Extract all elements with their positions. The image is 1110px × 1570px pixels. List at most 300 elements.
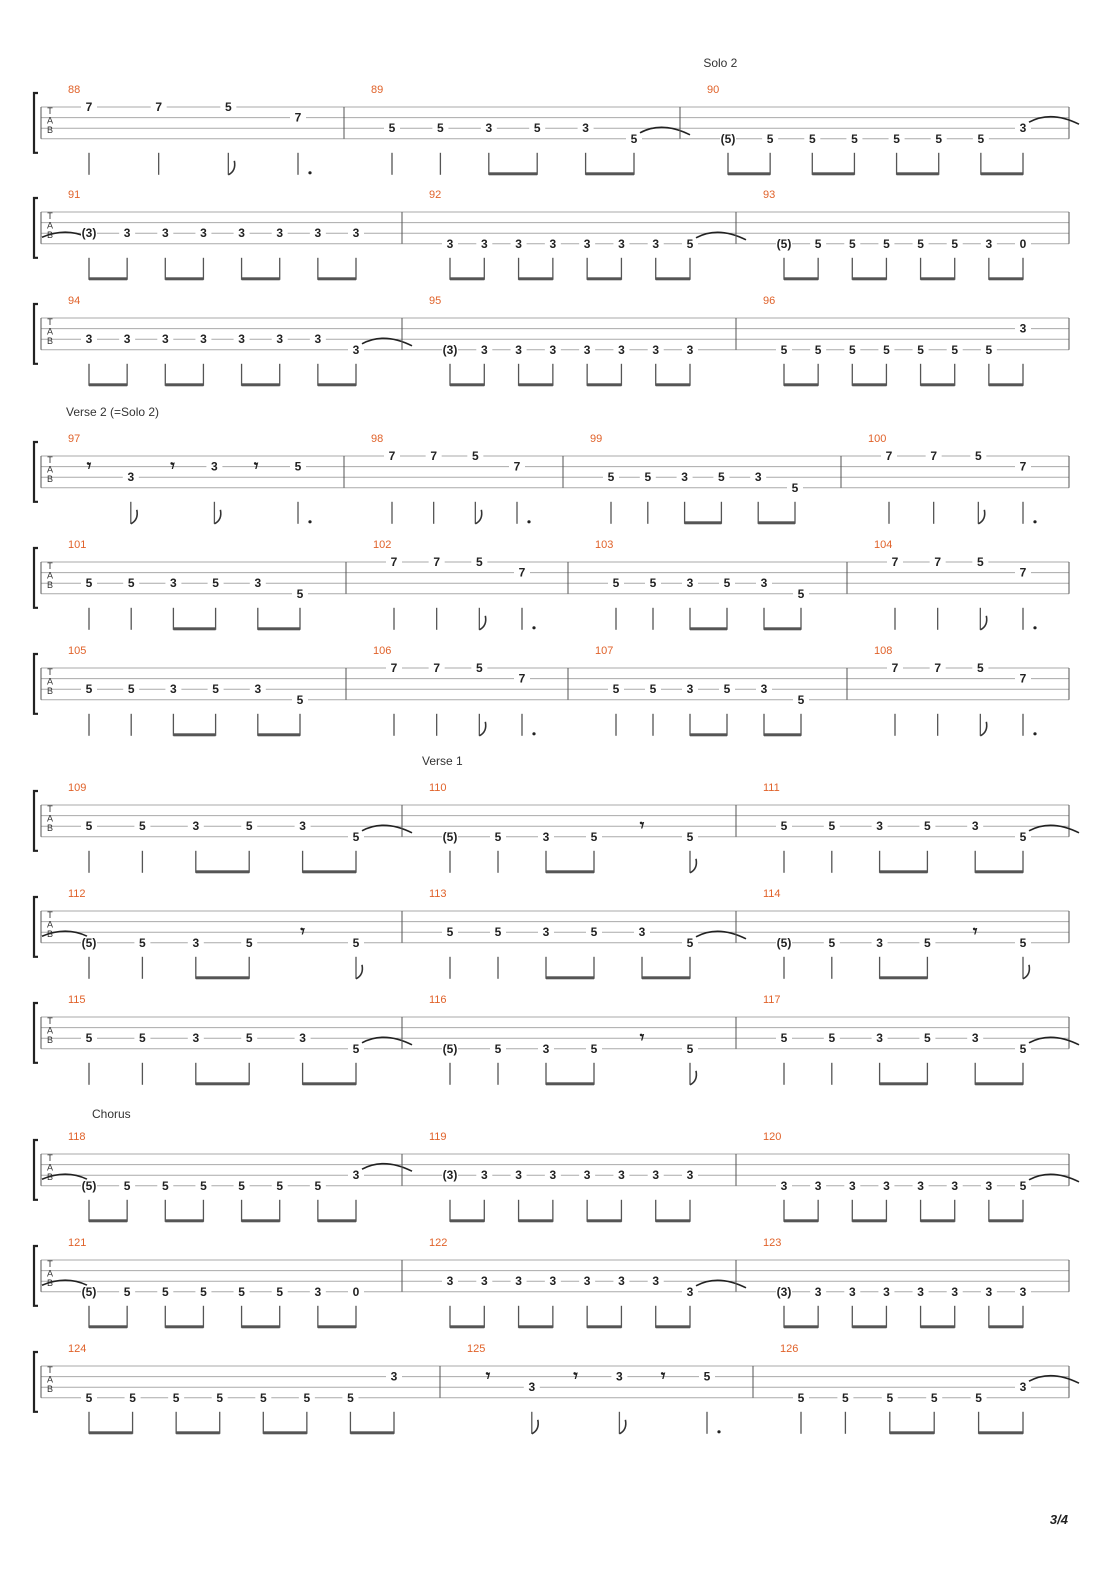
measure-number: 116 — [429, 994, 447, 1006]
beam — [690, 733, 727, 736]
eighth-flag — [131, 510, 137, 524]
fret-number: 3 — [883, 1284, 890, 1299]
fret-number: 5 — [814, 236, 822, 251]
beam — [921, 277, 955, 280]
measure-number: 114 — [763, 888, 781, 900]
fret-number: 3 — [238, 332, 245, 347]
measure-number: 110 — [429, 782, 447, 794]
fret-number: 3 — [686, 682, 694, 697]
fret-number: 5 — [723, 576, 731, 591]
measure — [736, 295, 1031, 386]
fret-number: 3 — [971, 1031, 979, 1046]
fret-number: 5 — [296, 692, 304, 707]
fret-number: 5 — [85, 682, 93, 697]
fret-number: 7 — [518, 671, 526, 686]
fret-number: 5 — [238, 1284, 245, 1299]
beam — [303, 870, 356, 873]
eighth-flag — [980, 616, 986, 630]
measure-number: 91 — [68, 189, 81, 201]
fret-number: 5 — [886, 1390, 894, 1405]
fret-number: 3 — [1019, 1380, 1027, 1395]
beam — [784, 383, 818, 386]
fret-number: 7 — [1019, 565, 1027, 580]
measure — [753, 1343, 1079, 1434]
fret-number: 5 — [612, 682, 620, 697]
fret-number: 5 — [780, 819, 788, 834]
fret-number: 5 — [718, 470, 725, 485]
measure-number: 124 — [68, 1343, 87, 1355]
fret-number: 3 — [686, 1284, 694, 1299]
fret-number: 7 — [1019, 671, 1027, 686]
fret-number: 3 — [971, 819, 979, 834]
fret-number: 3 — [681, 470, 688, 485]
fret-number: 3 — [254, 682, 262, 697]
fret-number: 5 — [216, 1390, 224, 1405]
beam — [587, 1325, 621, 1328]
measure-number: 93 — [763, 189, 776, 201]
beam — [242, 277, 280, 280]
fret-number: 3 — [652, 1274, 660, 1289]
fret-number: 5 — [723, 682, 731, 697]
fret-number: 5 — [352, 829, 360, 844]
beam — [242, 383, 280, 386]
system-bracket — [34, 654, 38, 714]
beam — [89, 277, 127, 280]
fret-number: 5 — [590, 1041, 598, 1056]
beam — [975, 870, 1023, 873]
beam — [173, 733, 215, 736]
measure — [68, 645, 308, 736]
fret-number: 5 — [924, 1031, 931, 1046]
eighth-rest: 𝄾 — [639, 816, 645, 836]
eighth-flag — [228, 161, 234, 175]
fret-number: 3 — [480, 1168, 488, 1183]
eighth-rest: 𝄾 — [573, 1366, 578, 1386]
measure — [402, 1131, 698, 1222]
fret-number: 5 — [352, 935, 360, 950]
fret-number: 3 — [583, 1168, 591, 1183]
beam — [890, 1431, 934, 1434]
fret-number: 3 — [985, 1284, 993, 1299]
beam — [165, 1219, 203, 1222]
tab-clef-b: B — [46, 823, 54, 833]
fret-number: 5 — [686, 829, 694, 844]
measure — [68, 1131, 412, 1222]
fret-number: 3 — [549, 236, 557, 251]
beam — [784, 277, 818, 280]
beam — [318, 1325, 356, 1328]
duration-dot — [532, 732, 535, 735]
fret-number: 5 — [808, 131, 816, 146]
measure-number: 95 — [429, 295, 442, 307]
fret-number: 7 — [390, 661, 398, 675]
beam — [586, 172, 634, 175]
tab-clef-b: B — [46, 125, 54, 135]
fret-number: 3 — [542, 925, 550, 940]
beam — [519, 277, 553, 280]
beam — [921, 383, 955, 386]
fret-number: 5 — [797, 1390, 805, 1405]
fret-number: 5 — [533, 121, 541, 136]
fret-number: 5 — [127, 682, 135, 697]
fret-number: 3 — [515, 342, 522, 357]
beam — [546, 976, 594, 979]
fret-number: 3 — [192, 819, 200, 834]
tab-clef-b: B — [46, 1384, 54, 1394]
beam — [989, 383, 1023, 386]
beam — [519, 383, 553, 386]
fret-number: 5 — [766, 131, 774, 146]
tab-clef-a: A — [46, 220, 54, 231]
beam — [318, 1219, 356, 1222]
measure-number: 113 — [429, 888, 447, 900]
measure-number: 108 — [874, 645, 893, 657]
measure — [66, 405, 312, 524]
fret-number: 3 — [618, 1168, 625, 1183]
tab-system — [34, 645, 1069, 736]
fret-number: 7 — [85, 100, 93, 114]
fret-number: 5 — [494, 925, 502, 940]
fret-number: 7 — [294, 110, 302, 125]
fret-number: 3 — [170, 576, 177, 591]
measure — [344, 433, 531, 524]
tab-clef-b: B — [46, 929, 54, 939]
measure — [68, 1343, 402, 1434]
fret-number: 3 — [652, 342, 660, 357]
fret-number: 5 — [703, 1369, 711, 1384]
beam — [173, 627, 215, 630]
fret-number: 5 — [85, 1031, 93, 1046]
tab-system — [34, 539, 1069, 630]
tab-clef-b: B — [46, 474, 54, 484]
fret-number: 3 — [515, 1274, 522, 1289]
duration-dot — [532, 626, 535, 629]
fret-number: 3 — [951, 1284, 959, 1299]
beam — [318, 277, 356, 280]
fret-number: 5 — [797, 692, 805, 707]
beam — [587, 383, 621, 386]
fret-number: 5 — [590, 829, 598, 844]
measure-number: 126 — [780, 1343, 799, 1355]
beam — [656, 1219, 690, 1222]
fret-number: 3 — [780, 1178, 788, 1193]
fret-number: 3 — [480, 236, 488, 251]
tab-system — [34, 754, 1079, 873]
fret-number: 3 — [883, 1178, 890, 1193]
tab-clef-a: A — [46, 115, 54, 126]
measure — [736, 1131, 1079, 1222]
tab-clef-t: T — [47, 1016, 53, 1026]
duration-dot — [1033, 626, 1036, 629]
fret-number: 5 — [245, 1031, 253, 1046]
eighth-flag — [356, 965, 362, 979]
tab-clef-a: A — [46, 570, 54, 581]
fret-number: 7 — [934, 661, 942, 675]
measure — [568, 539, 809, 630]
beam — [489, 172, 537, 175]
fret-number: 5 — [200, 1284, 207, 1299]
fret-number: 3 — [917, 1178, 924, 1193]
beam — [242, 1219, 280, 1222]
system-bracket — [34, 1140, 38, 1200]
beam — [258, 627, 300, 630]
fret-number: 3 — [200, 226, 207, 241]
fret-number: 3 — [876, 819, 883, 834]
fret-number: 5 — [851, 131, 858, 146]
fret-number: 3 — [276, 226, 284, 241]
tab-clef-t: T — [47, 211, 53, 221]
fret-number: 5 — [842, 1390, 849, 1405]
measure — [736, 888, 1031, 979]
beam — [656, 277, 690, 280]
fret-number: 5 — [797, 586, 805, 601]
fret-number: 5 — [314, 1178, 322, 1193]
fret-number: 3 — [161, 226, 169, 241]
eighth-rest: 𝄾 — [86, 456, 92, 476]
fret-number: 0 — [1019, 236, 1027, 251]
beam — [587, 277, 621, 280]
tab-clef-a: A — [46, 813, 54, 824]
fret-number: 5 — [924, 819, 931, 834]
tab-system — [34, 56, 1079, 175]
fret-number: 3 — [515, 236, 522, 251]
tab-system — [34, 405, 1069, 524]
beam — [989, 1219, 1023, 1222]
fret-number: 3 — [1019, 121, 1027, 136]
fret-number: 5 — [924, 935, 931, 950]
beam — [656, 1325, 690, 1328]
fret-number: 5 — [161, 1284, 169, 1299]
measure — [68, 888, 364, 979]
system-bracket — [34, 1246, 38, 1306]
fret-number: 5 — [347, 1390, 354, 1405]
measure — [563, 433, 803, 524]
tab-clef-b: B — [46, 1172, 54, 1182]
measure-number: 122 — [429, 1237, 448, 1249]
fret-number: 3 — [123, 226, 131, 241]
fret-number: 3 — [542, 1041, 550, 1056]
fret-number: 5 — [85, 576, 93, 591]
fret-number: 7 — [891, 661, 899, 675]
fret-number: 3 — [638, 925, 646, 940]
fret-number: 3 — [686, 576, 694, 591]
fret-number: 5 — [238, 1178, 245, 1193]
tab-system — [34, 1237, 1069, 1328]
fret-number: 5 — [200, 1178, 207, 1193]
measure — [736, 782, 1079, 873]
fret-number: 5 — [471, 449, 479, 463]
tab-system — [34, 994, 1079, 1085]
eighth-flag — [479, 722, 485, 736]
beam — [450, 383, 484, 386]
tab-clef-a: A — [46, 464, 54, 475]
eighth-flag — [475, 510, 481, 524]
measure — [402, 994, 698, 1085]
fret-number: 3 — [276, 332, 284, 347]
fret-number: 5 — [127, 576, 135, 591]
beam — [89, 383, 127, 386]
fret-number: (3) — [776, 1284, 792, 1299]
fret-number: 3 — [616, 1369, 623, 1384]
fret-number: 3 — [876, 1031, 883, 1046]
beam — [303, 1082, 356, 1085]
measure-number: 96 — [763, 295, 776, 307]
measure — [736, 994, 1079, 1085]
fret-number: 5 — [828, 819, 836, 834]
fret-number: (5) — [776, 935, 792, 950]
fret-number: 5 — [259, 1390, 267, 1405]
fret-number: 3 — [549, 1274, 557, 1289]
fret-number: (5) — [81, 935, 97, 950]
fret-number: 5 — [977, 131, 985, 146]
fret-number: 5 — [212, 682, 219, 697]
fret-number: 3 — [814, 1284, 822, 1299]
fret-number: 3 — [985, 236, 993, 251]
fret-number: 7 — [518, 565, 526, 580]
section-label: Chorus — [92, 1107, 131, 1121]
fret-number: 5 — [848, 236, 856, 251]
fret-number: 3 — [299, 1031, 306, 1046]
fret-number: 3 — [760, 682, 768, 697]
fret-number: 5 — [161, 1178, 169, 1193]
measure — [68, 189, 364, 280]
measure-number: 89 — [371, 84, 384, 96]
beam — [450, 1219, 484, 1222]
fret-number: 3 — [192, 935, 200, 950]
beam — [784, 1219, 818, 1222]
fret-number: 3 — [542, 829, 550, 844]
tab-system — [34, 295, 1069, 386]
fret-number: 5 — [883, 342, 890, 357]
beam — [656, 383, 690, 386]
fret-number: 5 — [212, 576, 219, 591]
fret-number: 3 — [549, 342, 557, 357]
beam — [989, 277, 1023, 280]
measure-number: 112 — [68, 888, 86, 900]
fret-number: 5 — [975, 1390, 982, 1405]
fret-number: 7 — [885, 449, 893, 463]
fret-number: 5 — [893, 131, 900, 146]
tab-clef-b: B — [46, 686, 54, 696]
fret-number: 3 — [211, 459, 218, 474]
fret-number: 3 — [618, 1274, 625, 1289]
fret-number: 5 — [951, 342, 959, 357]
duration-dot — [1033, 520, 1036, 523]
measure — [841, 433, 1037, 524]
beam — [519, 1325, 553, 1328]
beam — [546, 870, 594, 873]
eighth-flag — [532, 1420, 538, 1434]
eighth-flag — [1023, 965, 1029, 979]
duration-dot — [1033, 732, 1036, 735]
measure-number: 99 — [590, 433, 603, 445]
section-label: Verse 1 — [422, 754, 463, 768]
measure-number: 88 — [68, 84, 81, 96]
fret-number: 3 — [618, 236, 625, 251]
fret-number: 3 — [814, 1178, 822, 1193]
tab-clef-b: B — [46, 1035, 54, 1045]
fret-number: 3 — [480, 1274, 488, 1289]
fret-number: 7 — [934, 555, 942, 569]
fret-number: 5 — [296, 586, 304, 601]
beam — [642, 976, 690, 979]
measure-number: 101 — [68, 539, 87, 551]
beam — [764, 627, 801, 630]
tab-clef-a: A — [46, 1025, 54, 1036]
fret-number: 5 — [245, 935, 253, 950]
fret-number: 5 — [791, 480, 799, 495]
measure-number: 102 — [373, 539, 392, 551]
measure — [440, 1343, 721, 1434]
fret-number: 3 — [583, 1274, 591, 1289]
fret-number: (5) — [81, 1178, 97, 1193]
fret-number: 5 — [686, 935, 694, 950]
beam — [89, 1325, 127, 1328]
fret-number: 3 — [352, 342, 360, 357]
fret-number: 5 — [352, 1041, 360, 1056]
fret-number: 5 — [686, 1041, 694, 1056]
fret-number: 3 — [480, 342, 488, 357]
beam — [450, 1325, 484, 1328]
fret-number: 3 — [314, 332, 322, 347]
fret-number: 5 — [935, 131, 943, 146]
beam — [587, 1219, 621, 1222]
beam — [880, 976, 928, 979]
beam — [784, 1325, 818, 1328]
measure — [68, 1237, 364, 1328]
fret-number: 5 — [303, 1390, 311, 1405]
fret-number: 5 — [85, 819, 93, 834]
tab-clef-t: T — [47, 1259, 53, 1269]
measure-number: 117 — [763, 994, 781, 1006]
system-bracket — [34, 198, 38, 258]
fret-number: 3 — [583, 342, 591, 357]
measure-number: 92 — [429, 189, 442, 201]
fret-number: 7 — [433, 555, 441, 569]
fret-number: 5 — [276, 1284, 284, 1299]
beam — [350, 1431, 394, 1434]
tab-clef-t: T — [47, 317, 53, 327]
measure — [847, 645, 1037, 736]
fret-number: 5 — [494, 1041, 502, 1056]
fret-number: 3 — [760, 576, 768, 591]
beam — [880, 870, 928, 873]
fret-number: 3 — [161, 332, 169, 347]
fret-number: 3 — [127, 470, 135, 485]
beam — [852, 383, 886, 386]
fret-number: 7 — [1019, 459, 1027, 474]
measure — [402, 754, 698, 873]
fret-number: 5 — [686, 236, 694, 251]
measure-number: 97 — [68, 433, 81, 445]
fret-number: 5 — [276, 1178, 284, 1193]
fret-number: 5 — [612, 576, 620, 591]
fret-number: 3 — [446, 236, 454, 251]
fret-number: 5 — [917, 236, 924, 251]
duration-dot — [308, 520, 311, 523]
fret-number: 5 — [951, 236, 959, 251]
tab-clef-a: A — [46, 676, 54, 687]
fret-number: 3 — [848, 1284, 856, 1299]
system-bracket — [34, 304, 38, 364]
beam — [165, 1325, 203, 1328]
beam — [979, 1431, 1023, 1434]
beam — [852, 1219, 886, 1222]
tab-clef-b: B — [46, 580, 54, 590]
beam — [981, 172, 1023, 175]
beam — [165, 383, 203, 386]
measure-number: 119 — [429, 1131, 447, 1143]
